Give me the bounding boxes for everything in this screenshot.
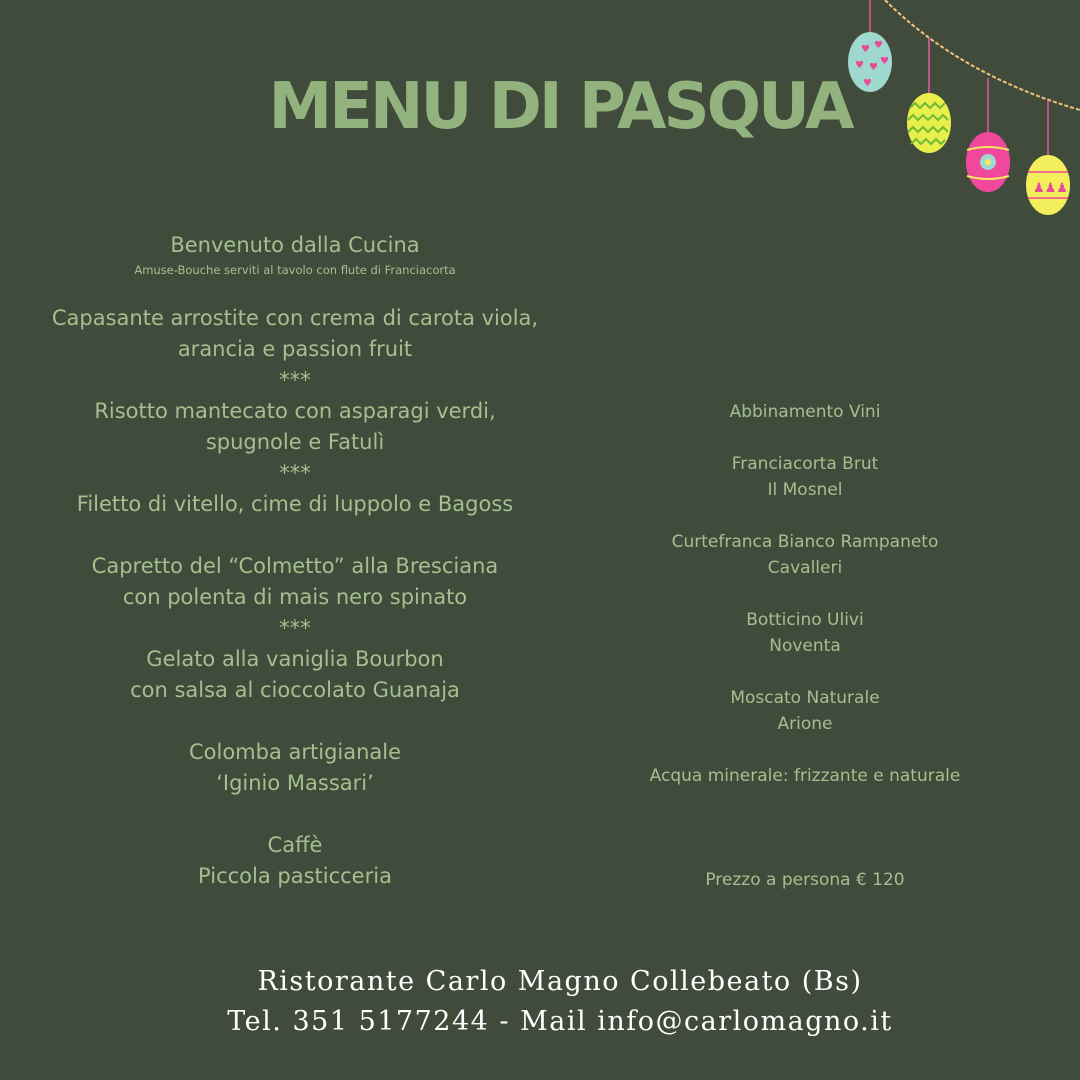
course-kid-line-2: con polenta di mais nero spinato: [122, 585, 468, 609]
course-starter-line-1: Capasante arrostite con crema di carota viola,: [51, 306, 539, 330]
wine-1-name: Franciacorta Brut: [731, 454, 879, 474]
course-coffee-line-2: Piccola pasticceria: [198, 864, 392, 888]
course-colomba-line-2: ‘Iginio Massari’: [216, 771, 374, 795]
wine-4-name: Moscato Naturale: [730, 688, 880, 708]
svg-text:♥: ♥: [874, 40, 883, 51]
course-starter-line-2: arancia e passion fruit: [177, 337, 413, 361]
svg-text:♥: ♥: [855, 60, 864, 71]
easter-egg-flower-icon: [966, 78, 1010, 192]
course-separator: ***: [279, 368, 311, 392]
menu-courses: [30, 230, 560, 892]
course-risotto-line-2: spugnole e Fatulì: [205, 430, 385, 454]
svg-text:♥: ♥: [880, 56, 889, 67]
water-note: Acqua minerale: frizzante e naturale: [649, 766, 961, 786]
easter-egg-zigzag-icon: [907, 38, 951, 153]
wine-pairing: [605, 399, 1005, 789]
restaurant-contacts: Tel. 351 5177244 - Mail info@carlomagno.it: [227, 1006, 893, 1037]
course-coffee-line-1: Caffè: [267, 833, 323, 857]
wine-1-producer: Il Mosnel: [767, 480, 843, 500]
wine-3-name: Botticino Ulivi: [746, 610, 864, 630]
wine-2-name: Curtefranca Bianco Rampaneto: [671, 532, 939, 552]
course-kid-line-1: Capretto del “Colmetto” alla Bresciana: [91, 554, 499, 578]
course-dessert-line-2: con salsa al cioccolato Guanaja: [130, 678, 460, 702]
wine-3-producer: Noventa: [769, 636, 841, 656]
restaurant-name: Ristorante Carlo Magno Collebeato (Bs): [257, 966, 863, 997]
course-risotto-line-1: Risotto mantecato con asparagi verdi,: [94, 399, 496, 423]
course-colomba-line-1: Colomba artigianale: [188, 740, 402, 764]
svg-text:♥: ♥: [869, 62, 878, 73]
course-dessert-line-1: Gelato alla vaniglia Bourbon: [146, 647, 444, 671]
easter-egg-hearts-icon: [848, 0, 892, 92]
page-title: MENU DI PASQUA: [268, 70, 852, 144]
course-separator: ***: [279, 461, 311, 485]
svg-text:♟♟♟: ♟♟♟: [1033, 181, 1068, 196]
svg-text:♥: ♥: [861, 44, 870, 55]
wine-4-producer: Arione: [777, 714, 833, 734]
easter-egg-bunnies-icon: [1026, 100, 1070, 215]
price-per-person: Prezzo a persona € 120: [705, 870, 905, 890]
welcome-note: Amuse-Bouche serviti al tavolo con flute di Franciacorta: [134, 263, 456, 277]
svg-text:♥: ♥: [863, 78, 872, 89]
restaurant-footer: [0, 962, 1080, 1042]
course-separator: ***: [279, 616, 311, 640]
easter-garland: [830, 0, 1080, 230]
welcome-title: Benvenuto dalla Cucina: [170, 233, 420, 257]
course-veal-line-1: Filetto di vitello, cime di luppolo e Bagoss: [76, 492, 514, 516]
wine-heading: Abbinamento Vini: [729, 402, 881, 422]
wine-2-producer: Cavalleri: [767, 558, 843, 578]
